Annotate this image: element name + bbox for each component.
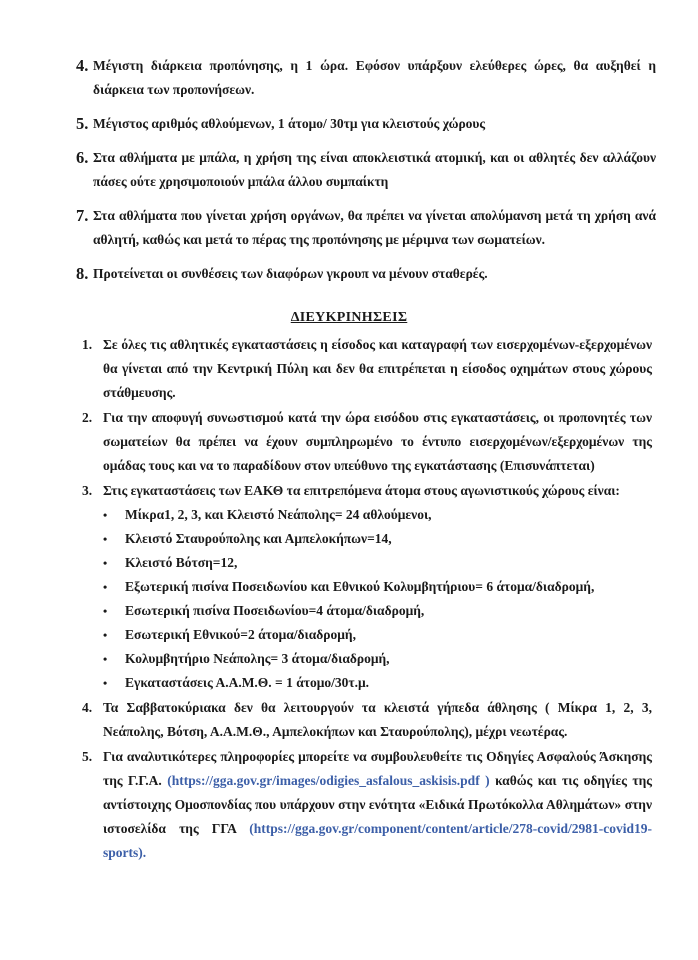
- bullet-icon: •: [103, 628, 108, 642]
- rule-item: [76, 54, 656, 102]
- capacity-item: [103, 671, 652, 695]
- capacity-item: [103, 575, 652, 599]
- capacity-item: [103, 599, 652, 623]
- rule-text: Μέγιστη διάρκεια προπόνησης, η 1 ώρα. Εφόσον υπάρξουν ελεύθερες ώρες, θα αυξηθεί η διάρκεια των προπονήσεων.: [93, 58, 656, 97]
- capacity-item: [103, 551, 652, 575]
- rule-item: [76, 204, 656, 252]
- clarification-number: 1.: [82, 337, 93, 352]
- clarification-text-part: καθώς και τις οδηγίες της αντίστοιχης Ομοσπονδίας που υπάρχουν στην ενότητα «Ειδικά Πρωτόκολλα Αθλημάτων» στην ιστοσελίδα της ΓΓΑ: [103, 773, 652, 836]
- rule-number: 4.: [76, 56, 89, 75]
- capacity-text: Εσωτερική Εθνικού=2 άτομα/διαδρομή,: [125, 627, 356, 642]
- clarification-text: Για την αποφυγή συνωστισμού κατά την ώρα εισόδου στις εγκαταστάσεις, οι προπονητές των σωματείων θα πρέπει να έχουν συμπληρωμένο το έντυπο εισερχομένων/εξερχομένων της ομάδας τους και να το παραδίδουν στον υπεύθυνο της εγκατάστασης (Επισυνάπτεται): [103, 410, 652, 473]
- clarification-text: Σε όλες τις αθλητικές εγκαταστάσεις η είσοδος και καταγραφή των εισερχομένων-εξερχομένων θα γίνεται από την Κεντρική Πύλη και δεν θα επιτρέπεται η είσοδος οχημάτων στους χώρους στάθμευσης.: [103, 337, 652, 400]
- bullet-icon: •: [103, 604, 108, 618]
- clarification-item: [82, 406, 652, 478]
- capacity-text: Κλειστό Βότση=12,: [125, 555, 238, 570]
- section-heading: ΔΙΕΥΚΡΙΝΗΣΕΙΣ: [290, 310, 408, 325]
- capacity-text: Εσωτερική πισίνα Ποσειδωνίου=4 άτομα/διαδρομή,: [125, 603, 425, 618]
- rules-list: [76, 54, 656, 296]
- clarification-number: 5.: [82, 749, 93, 764]
- rule-text: Στα αθλήματα που γίνεται χρήση οργάνων, θα πρέπει να γίνεται απολύμανση μετά τη χρήση ανά αθλητή, καθώς και μετά το πέρας της προπόνησης με μέριμνα των σωματείων.: [93, 208, 656, 247]
- bullet-icon: •: [103, 652, 108, 666]
- capacity-item: [103, 527, 652, 551]
- clarification-text: Τα Σαββατοκύριακα δεν θα λειτουργούν τα κλειστά γήπεδα άθλησης ( Μίκρα 1, 2, 3, Νεάπολης, Βότση, Α.Α.Μ.Θ., Αμπελοκήπων και Σταυρούπολης), μέχρι νεωτέρας.: [103, 700, 652, 739]
- bullet-icon: •: [103, 580, 108, 594]
- clarification-item: [82, 333, 652, 405]
- bullet-icon: •: [103, 676, 108, 690]
- rule-item: [76, 262, 656, 286]
- rule-item: [76, 146, 656, 194]
- clarification-text: Στις εγκαταστάσεις των ΕΑΚΘ τα επιτρεπόμενα άτομα στους αγωνιστικούς χώρους είναι:: [103, 483, 620, 498]
- rule-item: [76, 112, 656, 136]
- capacity-list: [103, 503, 652, 695]
- clarification-body: [103, 479, 652, 695]
- gga-sports-covid-link[interactable]: (https://gga.gov.gr/component/content/article/278-covid/2981-covid19-sports).: [103, 821, 652, 860]
- clarification-number: 3.: [82, 483, 93, 498]
- rule-text: Μέγιστος αριθμός αθλούμενων, 1 άτομο/ 30τμ για κλειστούς χώρους: [93, 116, 486, 131]
- clarification-text: [103, 745, 652, 865]
- rule-text: Στα αθλήματα με μπάλα, η χρήση της είναι αποκλειστικά ατομική, και οι αθλητές δεν αλλάζουν πάσες ούτε χρησιμοποιούν μπάλα άλλου συμπαίκτη: [93, 150, 656, 189]
- bullet-icon: •: [103, 532, 108, 546]
- clarification-number: 4.: [82, 700, 93, 715]
- rule-number: 8.: [76, 264, 89, 283]
- capacity-text: Εγκαταστάσεις Α.Α.Μ.Θ. = 1 άτομο/30τ.μ.: [125, 675, 370, 690]
- gga-guidelines-link[interactable]: (https://gga.gov.gr/images/odigies_asfalous_askisis.pdf ): [167, 773, 490, 788]
- rule-number: 7.: [76, 206, 89, 225]
- clarification-text-part: Για αναλυτικότερες πληροφορίες μπορείτε να συμβουλευθείτε τις Οδηγίες Ασφαλούς Άσκησης της Γ.Γ.Α.: [103, 749, 652, 788]
- capacity-item: [103, 647, 652, 671]
- capacity-text: Κολυμβητήριο Νεάπολης= 3 άτομα/διαδρομή,: [125, 651, 390, 666]
- rule-text: Προτείνεται οι συνθέσεις των διαφόρων γκρουπ να μένουν σταθερές.: [93, 266, 488, 281]
- clarification-number: 2.: [82, 410, 93, 425]
- clarification-item: [82, 745, 652, 865]
- clarification-item: [82, 696, 652, 744]
- capacity-item: [103, 503, 652, 527]
- clarifications-list: [82, 333, 652, 866]
- capacity-text: Εξωτερική πισίνα Ποσειδωνίου και Εθνικού Κολυμβητήριου= 6 άτομα/διαδρομή,: [125, 579, 595, 594]
- rule-number: 6.: [76, 148, 89, 167]
- bullet-icon: •: [103, 556, 108, 570]
- rule-number: 5.: [76, 114, 89, 133]
- capacity-text: Μίκρα1, 2, 3, και Κλειστό Νεάπολης= 24 αθλούμενοι,: [125, 507, 432, 522]
- capacity-item: [103, 623, 652, 647]
- capacity-text: Κλειστό Σταυρούπολης και Αμπελοκήπων=14,: [125, 531, 392, 546]
- bullet-icon: •: [103, 508, 108, 522]
- clarification-item: [82, 479, 652, 695]
